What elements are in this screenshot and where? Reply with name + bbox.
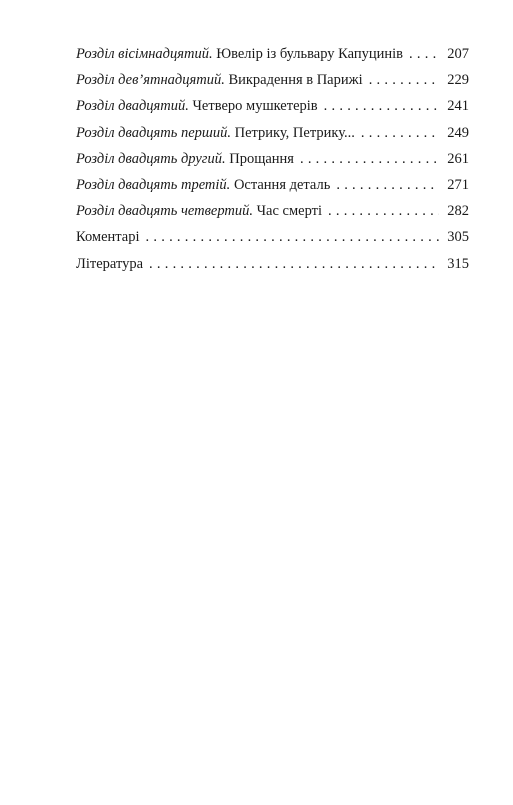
toc-entry-label	[76, 198, 322, 224]
toc-chapter-title: Викрадення в Парижі	[228, 72, 363, 89]
toc-entry	[76, 67, 469, 93]
toc-entry-label	[76, 93, 318, 119]
toc-entry	[76, 41, 469, 67]
toc-chapter-number: Розділ двадцять другий.	[76, 150, 226, 167]
dot-leader	[409, 41, 439, 67]
toc-chapter-number: Розділ двадцятий.	[76, 98, 189, 115]
toc-entry	[76, 120, 469, 146]
dot-leader	[336, 172, 439, 198]
toc-page-number: 249	[447, 124, 469, 141]
toc-page-number: 241	[447, 98, 469, 115]
toc-entry-label	[76, 251, 143, 277]
toc-chapter-title: Ювелір із бульвару Капуцинів	[216, 46, 404, 62]
toc-chapter-number: Розділ дев’ятнадцятий.	[76, 72, 225, 89]
toc-entry-label	[76, 224, 140, 250]
toc-page-number: 261	[447, 150, 469, 167]
toc-chapter-title: Четверо мушкетерів	[192, 98, 318, 115]
toc-entry	[76, 198, 469, 224]
dot-leader	[146, 224, 439, 250]
dot-leader	[324, 93, 439, 119]
toc-page-number: 315	[447, 255, 469, 272]
toc-chapter-title: Час смерті	[256, 203, 323, 220]
toc-chapter-number: Розділ двадцять четвертий.	[76, 203, 253, 220]
toc-entry-title: Коментарі	[76, 229, 140, 246]
toc-entry-label	[76, 120, 355, 146]
dot-leader	[361, 120, 439, 146]
toc-entry-title: Література	[76, 255, 144, 272]
toc-page-number: 305	[447, 229, 469, 246]
toc-chapter-number: Розділ вісімнадцятий.	[76, 46, 213, 62]
toc-chapter-number: Розділ двадцять перший.	[76, 124, 231, 141]
toc-page-number: 207	[447, 46, 469, 62]
toc-entry-label	[76, 41, 403, 67]
toc-chapter-title: Петрику, Петрику...	[234, 124, 355, 141]
toc-chapter-title: Остання деталь	[233, 176, 331, 193]
table-of-contents	[76, 41, 469, 277]
toc-chapter-number: Розділ двадцять третій.	[76, 176, 231, 193]
toc-chapter-title: Прощання	[229, 150, 294, 167]
toc-entry-label	[76, 67, 363, 93]
toc-entry-label	[76, 146, 294, 172]
toc-entry	[76, 93, 469, 119]
dot-leader	[369, 67, 439, 93]
toc-entry	[76, 224, 469, 250]
toc-entry-label	[76, 172, 330, 198]
dot-leader	[300, 146, 439, 172]
toc-page-number: 229	[447, 72, 469, 89]
toc-entry	[76, 146, 469, 172]
toc-page-number: 282	[447, 203, 469, 220]
dot-leader	[328, 198, 439, 224]
toc-entry	[76, 251, 469, 277]
toc-page-number: 271	[447, 176, 469, 193]
dot-leader	[149, 251, 439, 277]
toc-entry	[76, 172, 469, 198]
